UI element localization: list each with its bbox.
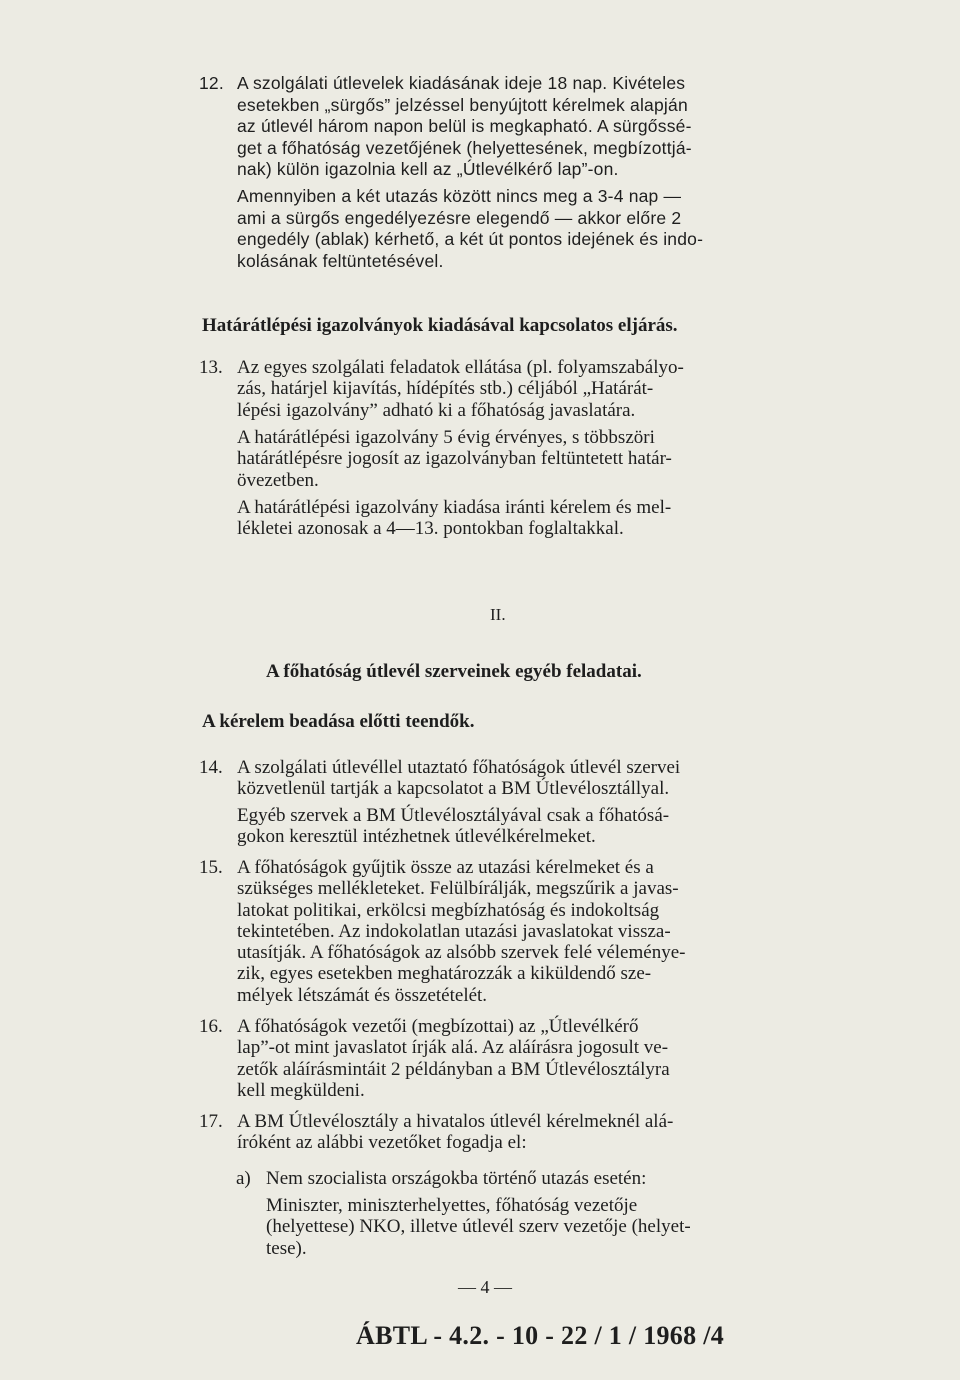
text-line: az útlevél három napon belül is megkapható. A sürgőssé- — [237, 116, 692, 136]
text-line: lap”-ot mint javaslatot írják alá. Az aláírásra jogosult ve- — [237, 1037, 669, 1059]
item-13-paragraph-3 — [237, 497, 795, 540]
item-14 — [199, 757, 795, 800]
text-line: A határátlépési igazolvány kiadása iránti kérelem és mel- — [237, 497, 672, 518]
item-15 — [199, 857, 795, 1006]
text-line: zás, határjel kijavítás, hídépítés stb.) céljából „Határát- — [237, 378, 654, 400]
text-line: lékletei azonosak a 4—13. pontokban foglaltakkal. — [237, 518, 624, 540]
text-line: íróként az alábbi vezetőket fogadja el: — [237, 1132, 527, 1154]
item-16 — [199, 1016, 795, 1101]
item-14-paragraph-2 — [237, 805, 795, 848]
text-line: Amennyiben a két utazás között nincs meg a 3-4 nap — — [237, 186, 682, 206]
section-heading: Határátlépési igazolványok kiadásával kapcsolatos eljárás. — [202, 315, 678, 336]
text-line: get a főhatóság vezetőjének (helyettesének, megbízottjá- — [237, 137, 692, 158]
item-number: 15. — [199, 857, 223, 878]
text-line: határátlépésre jogosít az igazolványban feltüntetett határ- — [237, 448, 672, 470]
text-line: A szolgálati útlevéllel utaztató főhatóságok útlevél szervei — [237, 757, 681, 778]
item-number: 16. — [199, 1016, 223, 1037]
item-12 — [199, 73, 795, 181]
text-line: (helyettese) NKO, illetve útlevél szerv vezetője (helyet- — [266, 1216, 691, 1238]
item-number: 14. — [199, 757, 223, 778]
text-line: zik, egyes esetekben meghatározzák a kiküldendő sze- — [237, 963, 652, 985]
text-line: latokat politikai, erkölcsi megbízhatóság és indokoltság — [237, 899, 660, 921]
text-line: Az egyes szolgálati feladatok ellátása (pl. folyamszabályo- — [237, 357, 684, 378]
item-number: 12. — [199, 73, 224, 93]
text-line: engedély (ablak) kérhető, a két út pontos idejének és indo- — [237, 229, 704, 249]
text-line: utasítják. A főhatóságok az alsóbb szervek felé véleménye- — [237, 942, 686, 964]
item-17 — [199, 1111, 795, 1154]
text-line: A BM Útlevélosztály a hivatalos útlevél kérelmeknél alá- — [237, 1111, 674, 1132]
text-line: A főhatóságok vezetői (megbízottai) az „Útlevélkérő — [237, 1016, 639, 1037]
text-line: kell megküldeni. — [237, 1079, 365, 1101]
archive-reference: ÁBTL - 4.2. - 10 - 22 / 1 / 1968 /4 — [356, 1321, 725, 1350]
item-13 — [199, 357, 795, 421]
section-heading: A kérelem beadása előtti teendők. — [202, 711, 475, 732]
text-line: Nem szocialista országokba történő utazás esetén: — [266, 1168, 647, 1189]
text-line: mélyek létszámát és összetételét. — [237, 984, 488, 1006]
text-line: A főhatóságok gyűjtik össze az utazási kérelmeket és a — [237, 857, 654, 878]
item-13-paragraph-2 — [237, 427, 795, 491]
page-number: — 4 — — [458, 1277, 512, 1297]
text-line: tese). — [266, 1237, 307, 1259]
text-line: esetekben „sürgős” jelzéssel benyújtott kérelmek alapján — [237, 94, 688, 115]
item-number: 17. — [199, 1111, 223, 1132]
text-line: kolásának feltüntetésével. — [237, 250, 444, 271]
chapter-title: A főhatóság útlevél szerveinek egyéb feladatai. — [266, 661, 642, 682]
text-line: A határátlépési igazolvány 5 évig érvényes, s többszöri — [237, 427, 655, 448]
text-line: szükséges mellékleteket. Felülbírálják, megszűrik a javas- — [237, 878, 679, 900]
text-line: lépési igazolvány” adható ki a főhatóság javaslatára. — [237, 399, 636, 421]
item-number: 13. — [199, 357, 223, 378]
text-line: nak) külön igazolnia kell az „Útlevélkérő lap”-on. — [237, 159, 619, 179]
item-12-paragraph-2 — [237, 186, 795, 272]
roman-numeral: II. — [490, 605, 506, 624]
text-line: Miniszter, miniszterhelyettes, főhatóság vezetője — [266, 1195, 638, 1216]
text-line: A szolgálati útlevelek kiadásának ideje 18 nap. Kivételes — [237, 73, 686, 93]
text-line: ami a sürgős engedélyezésre elegendő — akkor előre 2 — [237, 207, 682, 228]
text-line: övezetben. — [237, 469, 319, 491]
text-line: Egyéb szervek a BM Útlevélosztályával csak a főhatósá- — [237, 805, 670, 826]
item-17-sub-a — [236, 1168, 794, 1189]
text-line: tekintetében. Az indokolatlan utazási javaslatokat vissza- — [237, 920, 671, 942]
text-line: zetők aláírásmintáit 2 példányban a BM Útlevélosztályra — [237, 1058, 670, 1080]
sub-item-label: a) — [236, 1168, 251, 1189]
text-line: gokon keresztül intézhetnek útlevélkérelmeket. — [237, 826, 596, 848]
item-17-sub-a-detail — [266, 1195, 794, 1259]
text-line: közvetlenül tartják a kapcsolatot a BM Útlevélosztállyal. — [237, 778, 670, 800]
